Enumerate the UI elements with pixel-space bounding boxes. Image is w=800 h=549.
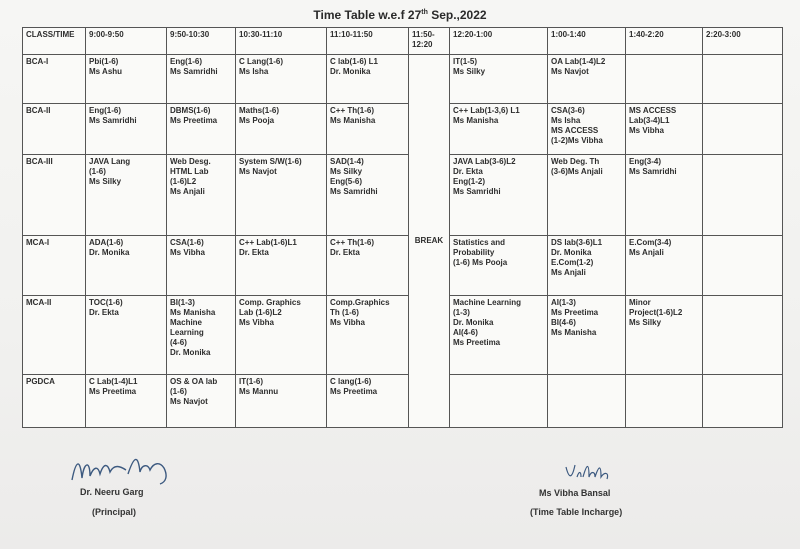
header-cell: 1:00-1:40 (548, 28, 626, 55)
period-cell: Web Desg. HTML Lab (1-6)L2 Ms Anjali (167, 155, 236, 236)
incharge-signature (563, 461, 613, 483)
header-cell: 10:30-11:10 (236, 28, 327, 55)
period-cell: CSA(3-6) Ms Isha MS ACCESS (1-2)Ms Vibha (548, 104, 626, 155)
table-row (23, 236, 783, 296)
principal-signature (68, 452, 178, 486)
page-title: Time Table w.e.f 27th Sep.,2022 (313, 8, 487, 22)
period-cell: C lang(1-6) Ms Preetima (327, 375, 409, 428)
table-row (23, 375, 783, 428)
incharge-name: Ms Vibha Bansal (539, 488, 611, 498)
period-cell: Eng(3-4) Ms Samridhi (626, 155, 703, 236)
period-cell (548, 375, 626, 428)
period-cell: C++ Th(1-6) Ms Manisha (327, 104, 409, 155)
period-cell: System S/W(1-6) Ms Navjot (236, 155, 327, 236)
period-cell: DS lab(3-6)L1 Dr. Monika E.Com(1-2) Ms Anjali (548, 236, 626, 296)
principal-signature-block (80, 487, 144, 497)
period-cell: Web Deg. Th (3-6)Ms Anjali (548, 155, 626, 236)
table-row (23, 104, 783, 155)
period-cell: E.Com(3-4) Ms Anjali (626, 236, 703, 296)
break-cell: BREAK (409, 55, 450, 428)
header-cell: 11:10-11:50 (327, 28, 409, 55)
period-cell: C++ Lab(1-6)L1 Dr. Ekta (236, 236, 327, 296)
header-cell: CLASS/TIME (23, 28, 86, 55)
incharge-role-block (530, 507, 622, 517)
period-cell: C lab(1-6) L1 Dr. Monika (327, 55, 409, 104)
class-cell: MCA-II (23, 296, 86, 375)
class-cell: BCA-III (23, 155, 86, 236)
header-row (23, 28, 783, 55)
header-cell: 9:00-9:50 (86, 28, 167, 55)
header-cell: 12:20-1:00 (450, 28, 548, 55)
period-cell: C++ Th(1-6) Dr. Ekta (327, 236, 409, 296)
class-cell: PGDCA (23, 375, 86, 428)
period-cell (703, 104, 783, 155)
period-cell (626, 375, 703, 428)
period-cell: IT(1-5) Ms Silky (450, 55, 548, 104)
period-cell (703, 375, 783, 428)
period-cell: JAVA Lab(3-6)L2 Dr. Ekta Eng(1-2) Ms Samridhi (450, 155, 548, 236)
period-cell: Comp. Graphics Lab (1-6)L2 Ms Vibha (236, 296, 327, 375)
period-cell (703, 296, 783, 375)
period-cell: C Lab(1-4)L1 Ms Preetima (86, 375, 167, 428)
period-cell: SAD(1-4) Ms Silky Eng(5-6) Ms Samridhi (327, 155, 409, 236)
period-cell (703, 236, 783, 296)
period-cell (450, 375, 548, 428)
class-cell: MCA-I (23, 236, 86, 296)
period-cell: C++ Lab(1-3,6) L1 Ms Manisha (450, 104, 548, 155)
principal-name: Dr. Neeru Garg (80, 487, 144, 497)
period-cell: Minor Project(1-6)L2 Ms Silky (626, 296, 703, 375)
period-cell: Maths(1-6) Ms Pooja (236, 104, 327, 155)
period-cell: JAVA Lang (1-6) Ms Silky (86, 155, 167, 236)
period-cell: Eng(1-6) Ms Samridhi (167, 55, 236, 104)
period-cell: AI(1-3) Ms Preetima BI(4-6) Ms Manisha (548, 296, 626, 375)
period-cell: BI(1-3) Ms Manisha Machine Learning (4-6) Dr. Monika (167, 296, 236, 375)
incharge-signature-block (539, 488, 610, 498)
principal-role: (Principal) (92, 507, 137, 517)
class-cell: BCA-II (23, 104, 86, 155)
period-cell: MS ACCESS Lab(3-4)L1 Ms Vibha (626, 104, 703, 155)
timetable (22, 27, 783, 428)
incharge-role: (Time Table Incharge) (530, 507, 623, 517)
period-cell: TOC(1-6) Dr. Ekta (86, 296, 167, 375)
header-cell: 2:20-3:00 (703, 28, 783, 55)
header-cell: 11:50- 12:20 (409, 28, 450, 55)
table-row (23, 55, 783, 104)
period-cell: Machine Learning (1-3) Dr. Monika AI(4-6) Ms Preetima (450, 296, 548, 375)
period-cell: CSA(1-6) Ms Vibha (167, 236, 236, 296)
period-cell: Statistics and Probability (1-6) Ms Pooja (450, 236, 548, 296)
period-cell: IT(1-6) Ms Mannu (236, 375, 327, 428)
period-cell: DBMS(1-6) Ms Preetima (167, 104, 236, 155)
period-cell: Eng(1-6) Ms Samridhi (86, 104, 167, 155)
period-cell: Comp.Graphics Th (1-6) Ms Vibha (327, 296, 409, 375)
period-cell: OA Lab(1-4)L2 Ms Navjot (548, 55, 626, 104)
period-cell (703, 155, 783, 236)
class-cell: BCA-I (23, 55, 86, 104)
period-cell: C Lang(1-6) Ms Isha (236, 55, 327, 104)
period-cell (703, 55, 783, 104)
period-cell: OS & OA lab (1-6) Ms Navjot (167, 375, 236, 428)
table-row (23, 155, 783, 236)
header-cell: 9:50-10:30 (167, 28, 236, 55)
header-cell: 1:40-2:20 (626, 28, 703, 55)
period-cell: ADA(1-6) Dr. Monika (86, 236, 167, 296)
period-cell: Pbi(1-6) Ms Ashu (86, 55, 167, 104)
table-row (23, 296, 783, 375)
period-cell (626, 55, 703, 104)
principal-role-block (92, 507, 136, 517)
